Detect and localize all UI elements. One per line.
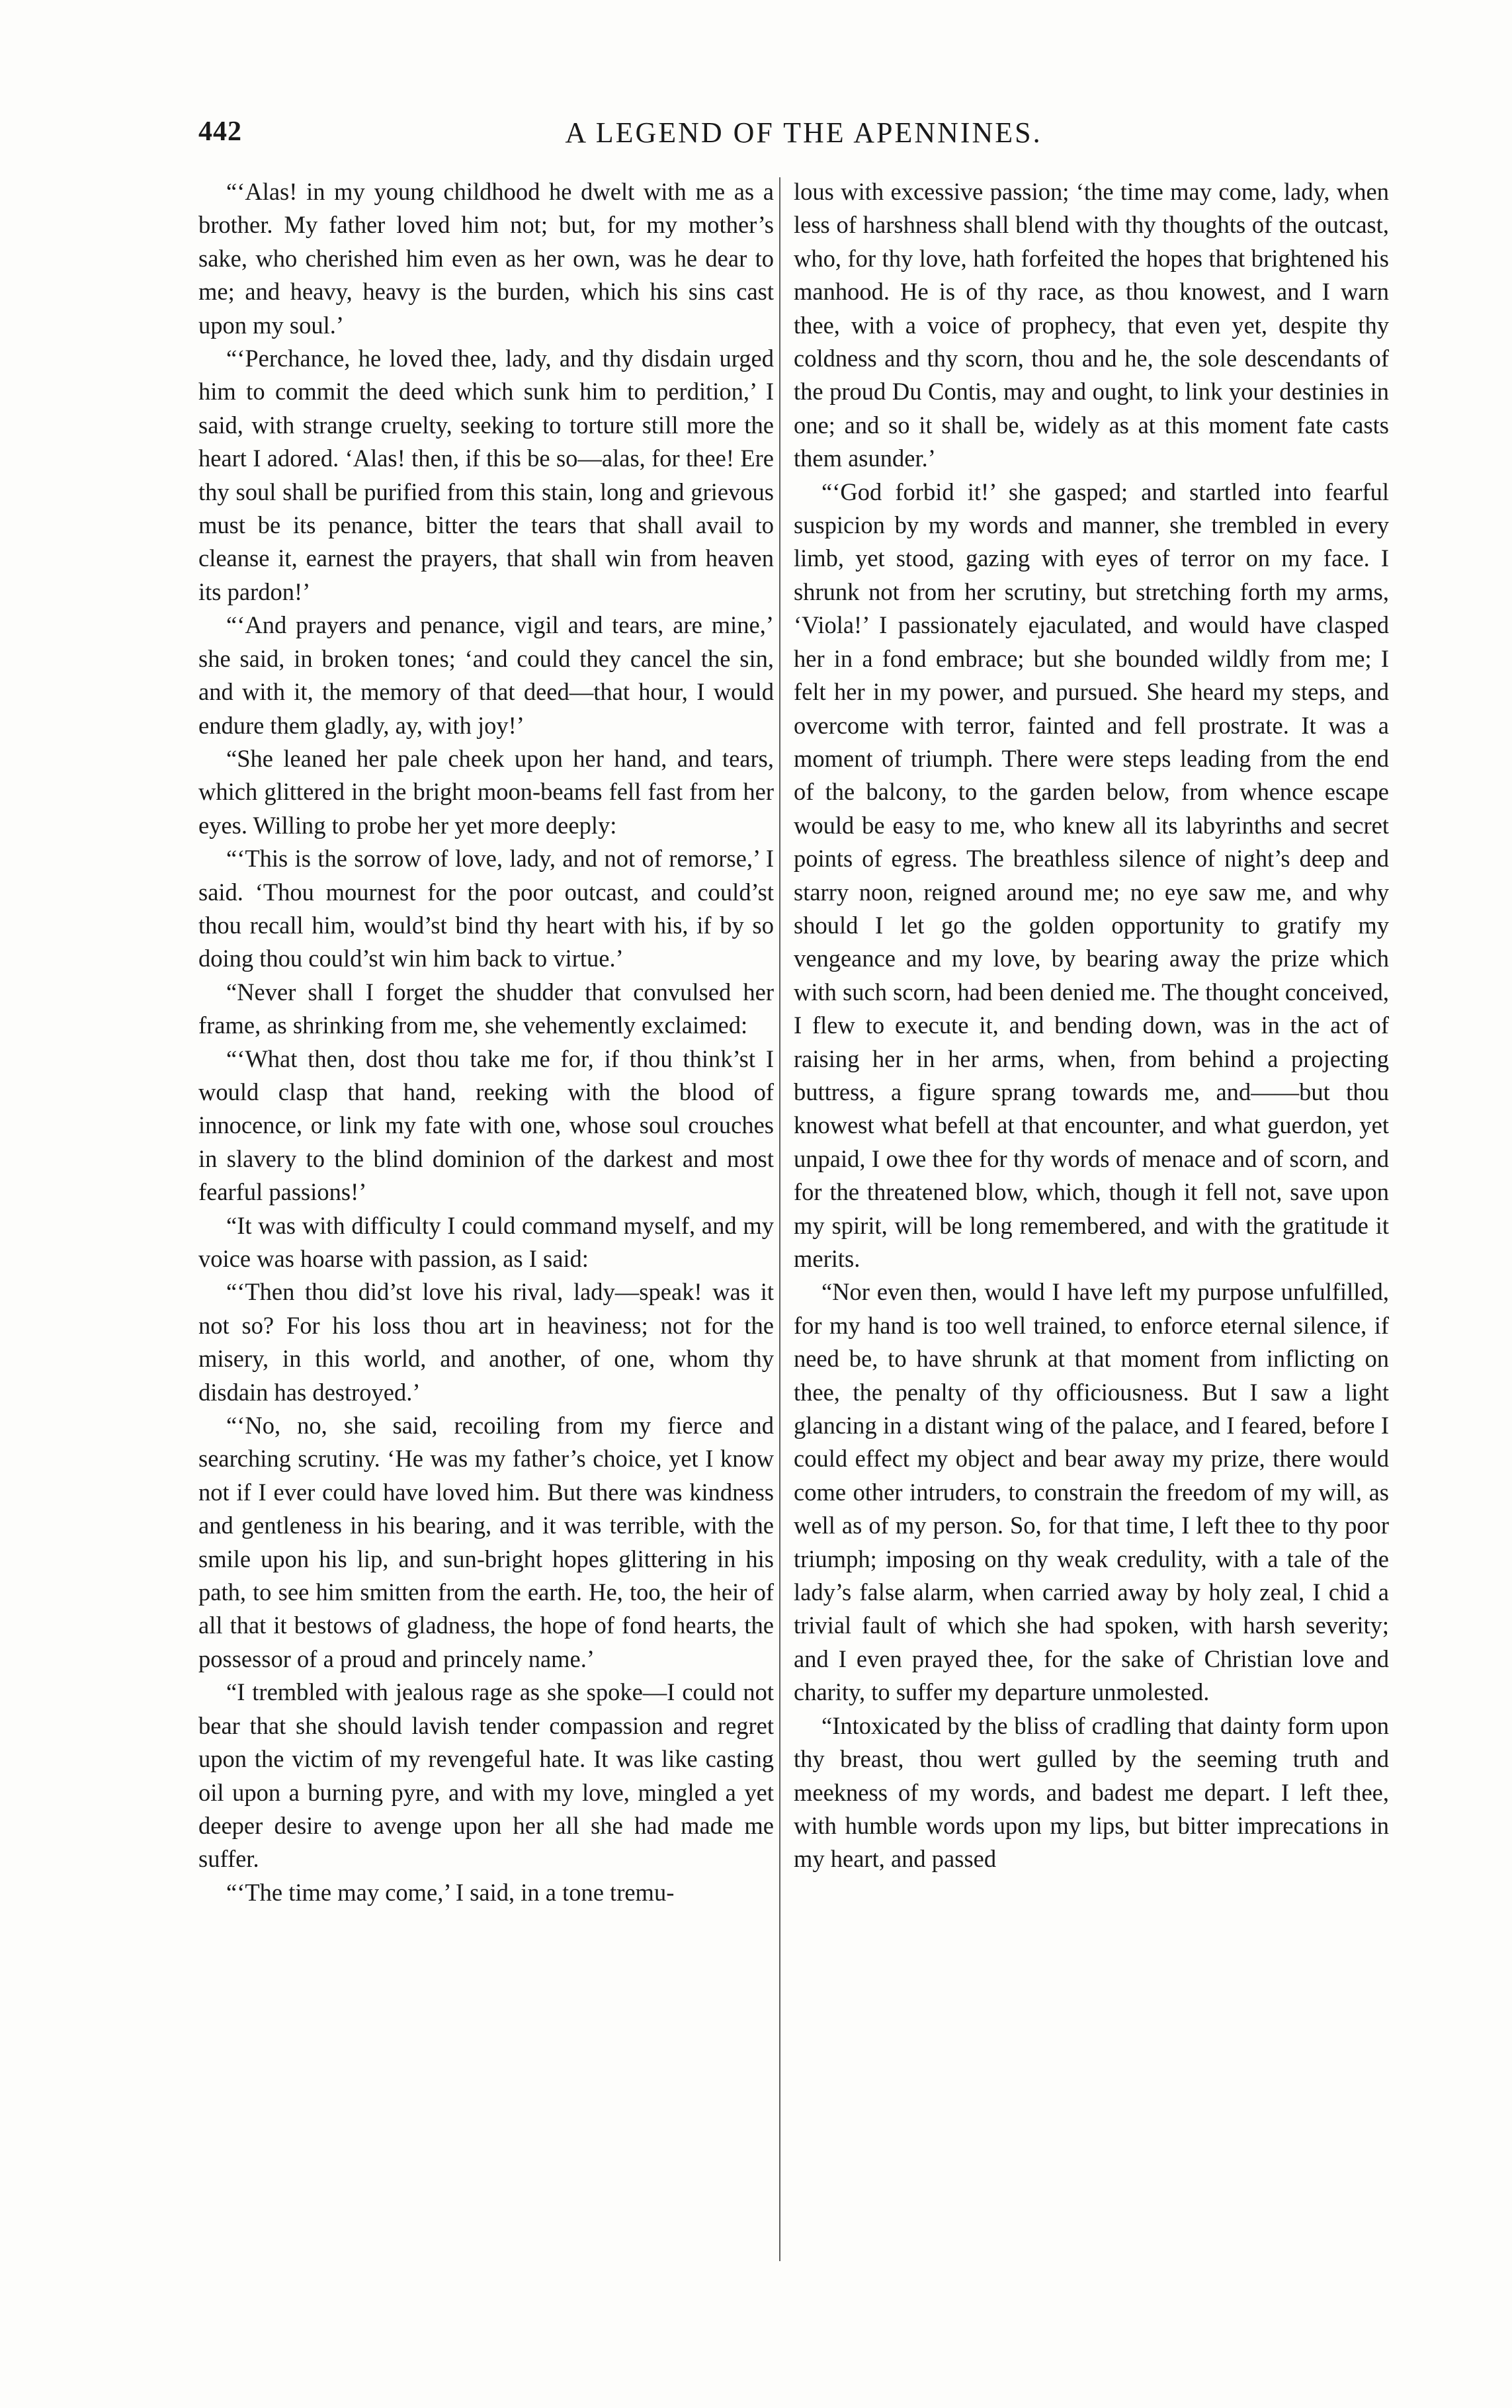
paragraph: “Never shall I forget the shudder that convulsed her frame, as shrinking from me, she vehemently exclaimed: <box>198 978 774 1039</box>
column-divider <box>779 177 780 2261</box>
paragraph: “‘And prayers and penance, vigil and tears, are mine,’ she said, in broken tones; ‘and could they cancel the sin, and with it, the memory of that deed—that hour, I would endure them gladly, ay, with joy!’ <box>198 611 774 739</box>
paragraph: “Intoxicated by the bliss of cradling that dainty form upon thy breast, thou wert gulled by the seeming truth and meekness of my words, and badest me depart. I left thee, with humble words upon my lips, but bitter imprecations in my heart, and passed <box>794 1711 1389 1873</box>
paragraph: “‘God forbid it!’ she gasped; and startled into fearful suspicion by my words and manner, she trembled in every limb, yet stood, gazing with eyes of terror on my face. I shrunk not from her scrutiny, but stretching forth my arms, ‘Viola!’ I passionately ejaculated, and would have clasped her in a fond embrace; but she bounded wildly from me; I felt her in my power, and pursued. She heard my steps, and overcome with terror, fainted and fell prostrate. It was a moment of triumph. There were steps leading from the end of the balcony, to the garden below, from whence escape would be easy to me, who knew all its labyrinths and secret points of egress. The breathless silence of night’s deep and starry noon, reigned around me; no eye saw me, and why should I let go the golden opportunity to gratify my vengeance and my love, by bearing away the prize which with such scorn, had been denied me. The thought conceived, I flew to execute it, and bending down, was in the act of raising her in her arms, when, from behind a projecting buttress, a figure sprang towards me, and——but thou knowest what befell at that encounter, and what guerdon, yet unpaid, I owe thee for thy words of menace and of scorn, and for the threatened blow, which, though it fell not, save upon my spirit, will be long remembered, and with the gratitude it merits. <box>794 478 1389 1272</box>
paragraph: “‘No, no, she said, recoiling from my fierce and searching scrutiny. ‘He was my father’s choice, yet I know not if I ever could have loved him. But there was kindness and gentleness in his bearing, and it was terrible, with the smile upon his lip, and sun-bright hopes glittering in his path, to see him smitten from the earth. He, too, the heir of all that it bestows of gladness, the hope of fond hearts, the possessor of a proud and princely name.’ <box>198 1412 774 1672</box>
right-column <box>794 175 1389 1876</box>
page-number: 442 <box>198 116 242 147</box>
paragraph: “‘What then, dost thou take me for, if thou think’st I would clasp that hand, reeking with the blood of innocence, or link my fate with one, whose soul crouches in slavery to the blind dominion of the darkest and most fearful passions!’ <box>198 1045 774 1206</box>
page-header <box>198 116 1409 162</box>
paragraph: “‘This is the sorrow of love, lady, and not of remorse,’ I said. ‘Thou mournest for the poor outcast, and could’st thou recall him, would’st bind thy heart with his, if by so doing thou could’st win him back to virtue.’ <box>198 845 774 972</box>
paragraph: lous with excessive passion; ‘the time may come, lady, when less of harshness shall blend with thy thoughts of the outcast, who, for thy love, hath forfeited the hopes that brightened his manhood. He is of thy race, as thou knowest, and I warn thee, with a voice of prophecy, that even yet, despite thy coldness and thy scorn, thou and he, the sole descendants of the proud Du Contis, may and ought, to link your destinies in one; and so it shall be, widely as at this moment fate casts them asunder.’ <box>794 178 1389 472</box>
paragraph: “She leaned her pale cheek upon her hand, and tears, which glittered in the bright moon-beams fell fast from her eyes. Willing to probe her yet more deeply: <box>198 744 774 839</box>
paragraph: “It was with difficulty I could command myself, and my voice was hoarse with passion, as I said: <box>198 1211 774 1272</box>
paragraph: “‘Then thou did’st love his rival, lady—speak! was it not so? For his loss thou art in heaviness; not for the misery, in this world, and another, of one, whom thy disdain has destroyed.’ <box>198 1278 774 1406</box>
paragraph: “Nor even then, would I have left my purpose unfulfilled, for my hand is too well trained, to enforce eternal silence, if need be, to have shrunk at that moment from inflicting on thee, the penalty of thy officiousness. But I saw a light glancing in a distant wing of the palace, and I feared, before I could effect my object and bear away my prize, there would come other intruders, to constrain the freedom of my will, as well as of my person. So, for that time, I left thee to thy poor triumph; imposing on thy weak credulity, with a tale of the lady’s false alarm, when carried away by holy zeal, I chid a trivial fault of which she had spoken, with harsh severity; and I even prayed thee, for the sake of Christian love and charity, to suffer my departure unmolested. <box>794 1278 1389 1706</box>
running-title: A LEGEND OF THE APENNINES. <box>565 116 1042 149</box>
paragraph: “‘Perchance, he loved thee, lady, and thy disdain urged him to commit the deed which sunk him to perdition,’ I said, with strange cruelty, seeking to torture still more the heart I adored. ‘Alas! then, if this be so—alas, for thee! Ere thy soul shall be purified from this stain, long and grievous must be its penance, bitter the tears that shall avail to cleanse it, earnest the prayers, that shall win from heaven its pardon!’ <box>198 345 774 605</box>
paragraph: “I trembled with jealous rage as she spoke—I could not bear that she should lavish tender compassion and regret upon the victim of my revengeful hate. It was like casting oil upon a burning pyre, and with my love, mingled a yet deeper desire to avenge upon her all she had made me suffer. <box>198 1678 774 1873</box>
left-column <box>198 175 774 1909</box>
paragraph: “‘Alas! in my young childhood he dwelt with me as a brother. My father loved him not; but, for my mother’s sake, who cherished him even as her own, was he dear to me; and heavy, heavy is the burden, which his sins cast upon my soul.’ <box>198 178 774 339</box>
paragraph: “‘The time may come,’ I said, in a tone tremu- <box>226 1878 675 1906</box>
